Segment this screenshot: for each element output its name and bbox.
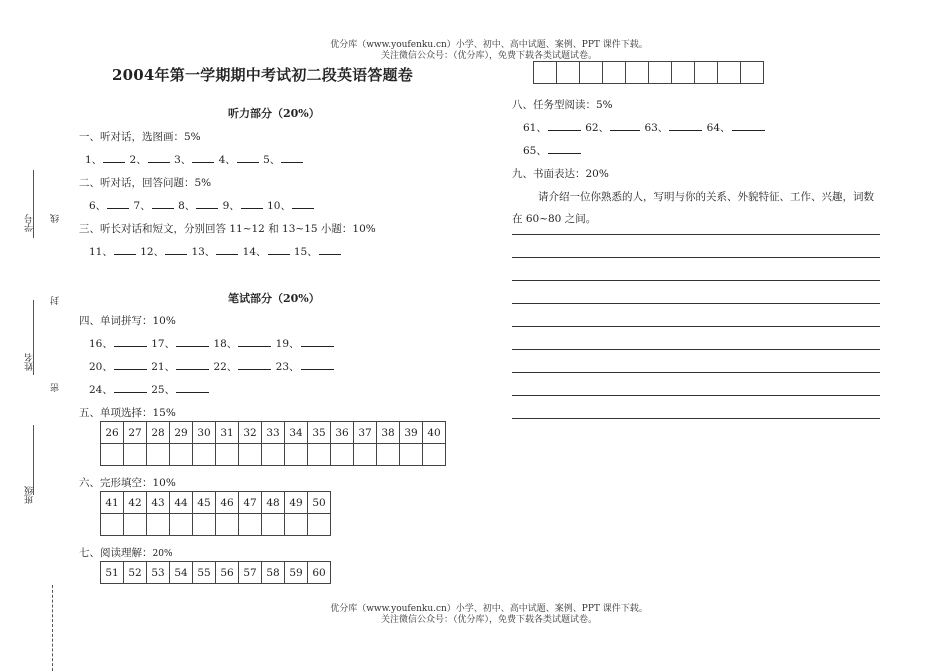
answer-blank[interactable] — [238, 337, 271, 347]
single-choice-grid — [100, 421, 446, 466]
question-number: 33 — [262, 422, 285, 444]
section-6-title: 六、完形填空：10% — [79, 477, 176, 489]
answer-cell[interactable] — [216, 514, 239, 536]
answer-cell[interactable] — [354, 444, 377, 466]
answer-cell[interactable] — [170, 444, 193, 466]
answer-blank[interactable] — [319, 245, 341, 255]
answer-cell[interactable] — [534, 62, 557, 84]
writing-line[interactable] — [512, 280, 880, 281]
answer-cell[interactable] — [124, 444, 147, 466]
question-number: 48 — [262, 492, 285, 514]
section-7-percent: 20% — [152, 549, 173, 559]
section-1-title: 一、听对话，选图画：5% — [79, 131, 201, 143]
question-number: 39 — [400, 422, 423, 444]
question-number: 51 — [101, 562, 124, 584]
answer-blank[interactable] — [107, 199, 129, 209]
answer-cell[interactable] — [285, 514, 308, 536]
cloze-grid — [100, 491, 331, 536]
footer-watermark — [289, 604, 689, 626]
section-2-title: 二、听对话，回答问题：5% — [79, 177, 212, 189]
answer-cell[interactable] — [193, 444, 216, 466]
answer-cell[interactable] — [377, 444, 400, 466]
writing-line[interactable] — [512, 372, 880, 373]
student-id-label: 学号 — [25, 214, 35, 232]
question-number: 45 — [193, 492, 216, 514]
answer-cell[interactable] — [285, 444, 308, 466]
answer-blank[interactable] — [301, 337, 334, 347]
answer-blank[interactable] — [176, 337, 209, 347]
writing-prompt-line-2: 在 60~80 之间。 — [512, 213, 597, 225]
section-2-answers: 6、 7、 8、 9、 10、 — [89, 198, 315, 213]
section-3-title: 三、听长对话和短文，分别回答 11~12 和 13~15 小题：10% — [79, 223, 376, 235]
answer-cell[interactable] — [170, 514, 193, 536]
answer-cell[interactable] — [672, 62, 695, 84]
question-number: 31 — [216, 422, 239, 444]
question-number: 57 — [239, 562, 262, 584]
class-field-line — [33, 425, 34, 495]
answer-cell[interactable] — [239, 514, 262, 536]
question-number: 29 — [170, 422, 193, 444]
answer-cell[interactable] — [741, 62, 764, 84]
section-7-title — [79, 545, 173, 560]
written-heading: 笔试部分（20%） — [228, 292, 320, 305]
answer-cell[interactable] — [262, 444, 285, 466]
answer-blank[interactable] — [114, 383, 147, 393]
writing-prompt-line-1: 请介绍一位你熟悉的人，写明与你的关系、外貌特征、工作、兴趣，词数 — [538, 191, 874, 203]
answer-cell[interactable] — [193, 514, 216, 536]
seal-line-mark: 线 — [51, 214, 61, 223]
answer-cell[interactable] — [147, 444, 170, 466]
section-4-row-1: 16、 17、 18、 19、 — [89, 336, 335, 351]
question-number: 35 — [308, 422, 331, 444]
question-number: 59 — [285, 562, 308, 584]
writing-line[interactable] — [512, 349, 880, 350]
answer-cell[interactable] — [580, 62, 603, 84]
writing-line[interactable] — [512, 395, 880, 396]
header-line-1: 优分库（www.youfenku.cn）小学、初中、高中试题、案例、PPT 课件下载。 — [330, 40, 648, 50]
answer-cell[interactable] — [649, 62, 672, 84]
question-number: 53 — [147, 562, 170, 584]
question-number: 54 — [170, 562, 193, 584]
answer-blank[interactable] — [292, 199, 314, 209]
answer-blank[interactable] — [114, 337, 147, 347]
answer-cell[interactable] — [718, 62, 741, 84]
name-label: 姓名 — [25, 353, 35, 371]
writing-line[interactable] — [512, 326, 880, 327]
answer-blank[interactable] — [216, 245, 238, 255]
answer-blank[interactable] — [238, 360, 271, 370]
answer-cell[interactable] — [124, 514, 147, 536]
answer-cell[interactable] — [147, 514, 170, 536]
section-1-answers: 1、 2、 3、 4、 5、 — [85, 152, 304, 167]
question-number: 38 — [377, 422, 400, 444]
answer-blank[interactable] — [241, 199, 263, 209]
answer-blank[interactable] — [192, 153, 214, 163]
writing-line[interactable] — [512, 234, 880, 235]
answer-blank[interactable] — [148, 153, 170, 163]
answer-blank[interactable] — [548, 144, 581, 154]
section-8-title: 八、任务型阅读：5% — [512, 99, 613, 111]
question-number: 32 — [239, 422, 262, 444]
answer-cell[interactable] — [400, 444, 423, 466]
question-number: 55 — [193, 562, 216, 584]
question-number: 36 — [331, 422, 354, 444]
answer-blank[interactable] — [165, 245, 187, 255]
section-3-answers: 11、 12、 13、 14、 15、 — [89, 244, 342, 259]
listening-heading: 听力部分（20%） — [228, 107, 320, 120]
answer-blank[interactable] — [281, 153, 303, 163]
answer-cell[interactable] — [331, 444, 354, 466]
question-number: 50 — [308, 492, 331, 514]
class-label: 班级 — [25, 486, 35, 504]
seal-close-mark: 密 — [51, 383, 61, 392]
cut-line — [52, 585, 53, 671]
answer-cell[interactable] — [423, 444, 446, 466]
answer-cell[interactable] — [603, 62, 626, 84]
section-8-row-1: 61、 62、 63、 64、 — [523, 120, 766, 135]
writing-line[interactable] — [512, 303, 880, 304]
answer-cell[interactable] — [101, 444, 124, 466]
reading-answer-grid-top — [533, 61, 764, 84]
answer-cell[interactable] — [557, 62, 580, 84]
question-number: 42 — [124, 492, 147, 514]
section-9-title: 九、书面表达：20% — [512, 168, 609, 180]
answer-cell[interactable] — [101, 514, 124, 536]
answer-blank[interactable] — [114, 360, 147, 370]
header-watermark — [289, 40, 689, 62]
answer-blank[interactable] — [237, 153, 259, 163]
footer-line-2: 关注微信公众号：（优分库），免费下载各类试题试卷。 — [380, 615, 597, 625]
question-number: 56 — [216, 562, 239, 584]
answer-blank[interactable] — [732, 121, 765, 131]
reading-grid — [100, 561, 331, 584]
answer-blank[interactable] — [103, 153, 125, 163]
header-line-2: 关注微信公众号：（优分库），免费下载各类试题试卷。 — [380, 51, 597, 61]
answer-blank[interactable] — [548, 121, 581, 131]
answer-blank[interactable] — [301, 360, 334, 370]
section-5-title: 五、单项选择：15% — [79, 407, 176, 419]
writing-line[interactable] — [512, 418, 880, 419]
question-number: 34 — [285, 422, 308, 444]
answer-blank[interactable] — [669, 121, 702, 131]
question-number: 58 — [262, 562, 285, 584]
answer-blank[interactable] — [610, 121, 640, 131]
answer-blank[interactable] — [176, 383, 209, 393]
section-8-row-2: 65、 — [523, 143, 582, 158]
answer-cell[interactable] — [239, 444, 262, 466]
question-number: 30 — [193, 422, 216, 444]
question-number: 28 — [147, 422, 170, 444]
question-number: 52 — [124, 562, 147, 584]
answer-blank[interactable] — [176, 360, 209, 370]
question-number: 49 — [285, 492, 308, 514]
answer-cell[interactable] — [216, 444, 239, 466]
page-title: 2004年第一学期期中考试初二段英语答题卷 — [112, 66, 413, 84]
question-number: 26 — [101, 422, 124, 444]
writing-line[interactable] — [512, 257, 880, 258]
answer-blank[interactable] — [268, 245, 290, 255]
section-4-title: 四、单词拼写：10% — [79, 315, 176, 327]
answer-blank[interactable] — [114, 245, 136, 255]
question-number: 46 — [216, 492, 239, 514]
question-number: 40 — [423, 422, 446, 444]
section-4-row-3: 24、 25、 — [89, 382, 210, 397]
answer-cell[interactable] — [695, 62, 718, 84]
answer-blank[interactable] — [152, 199, 174, 209]
question-number: 37 — [354, 422, 377, 444]
answer-cell[interactable] — [308, 444, 331, 466]
question-number: 27 — [124, 422, 147, 444]
answer-cell[interactable] — [262, 514, 285, 536]
answer-cell[interactable] — [626, 62, 649, 84]
question-number: 43 — [147, 492, 170, 514]
section-4-row-2: 20、 21、 22、 23、 — [89, 359, 335, 374]
question-number: 47 — [239, 492, 262, 514]
footer-line-1: 优分库（www.youfenku.cn）小学、初中、高中试题、案例、PPT 课件下载。 — [330, 604, 648, 614]
answer-cell[interactable] — [308, 514, 331, 536]
question-number: 41 — [101, 492, 124, 514]
answer-blank[interactable] — [196, 199, 218, 209]
section-7-label: 七、阅读理解： — [79, 547, 153, 559]
seal-seal-mark: 封 — [51, 296, 61, 305]
question-number: 60 — [308, 562, 331, 584]
question-number: 44 — [170, 492, 193, 514]
